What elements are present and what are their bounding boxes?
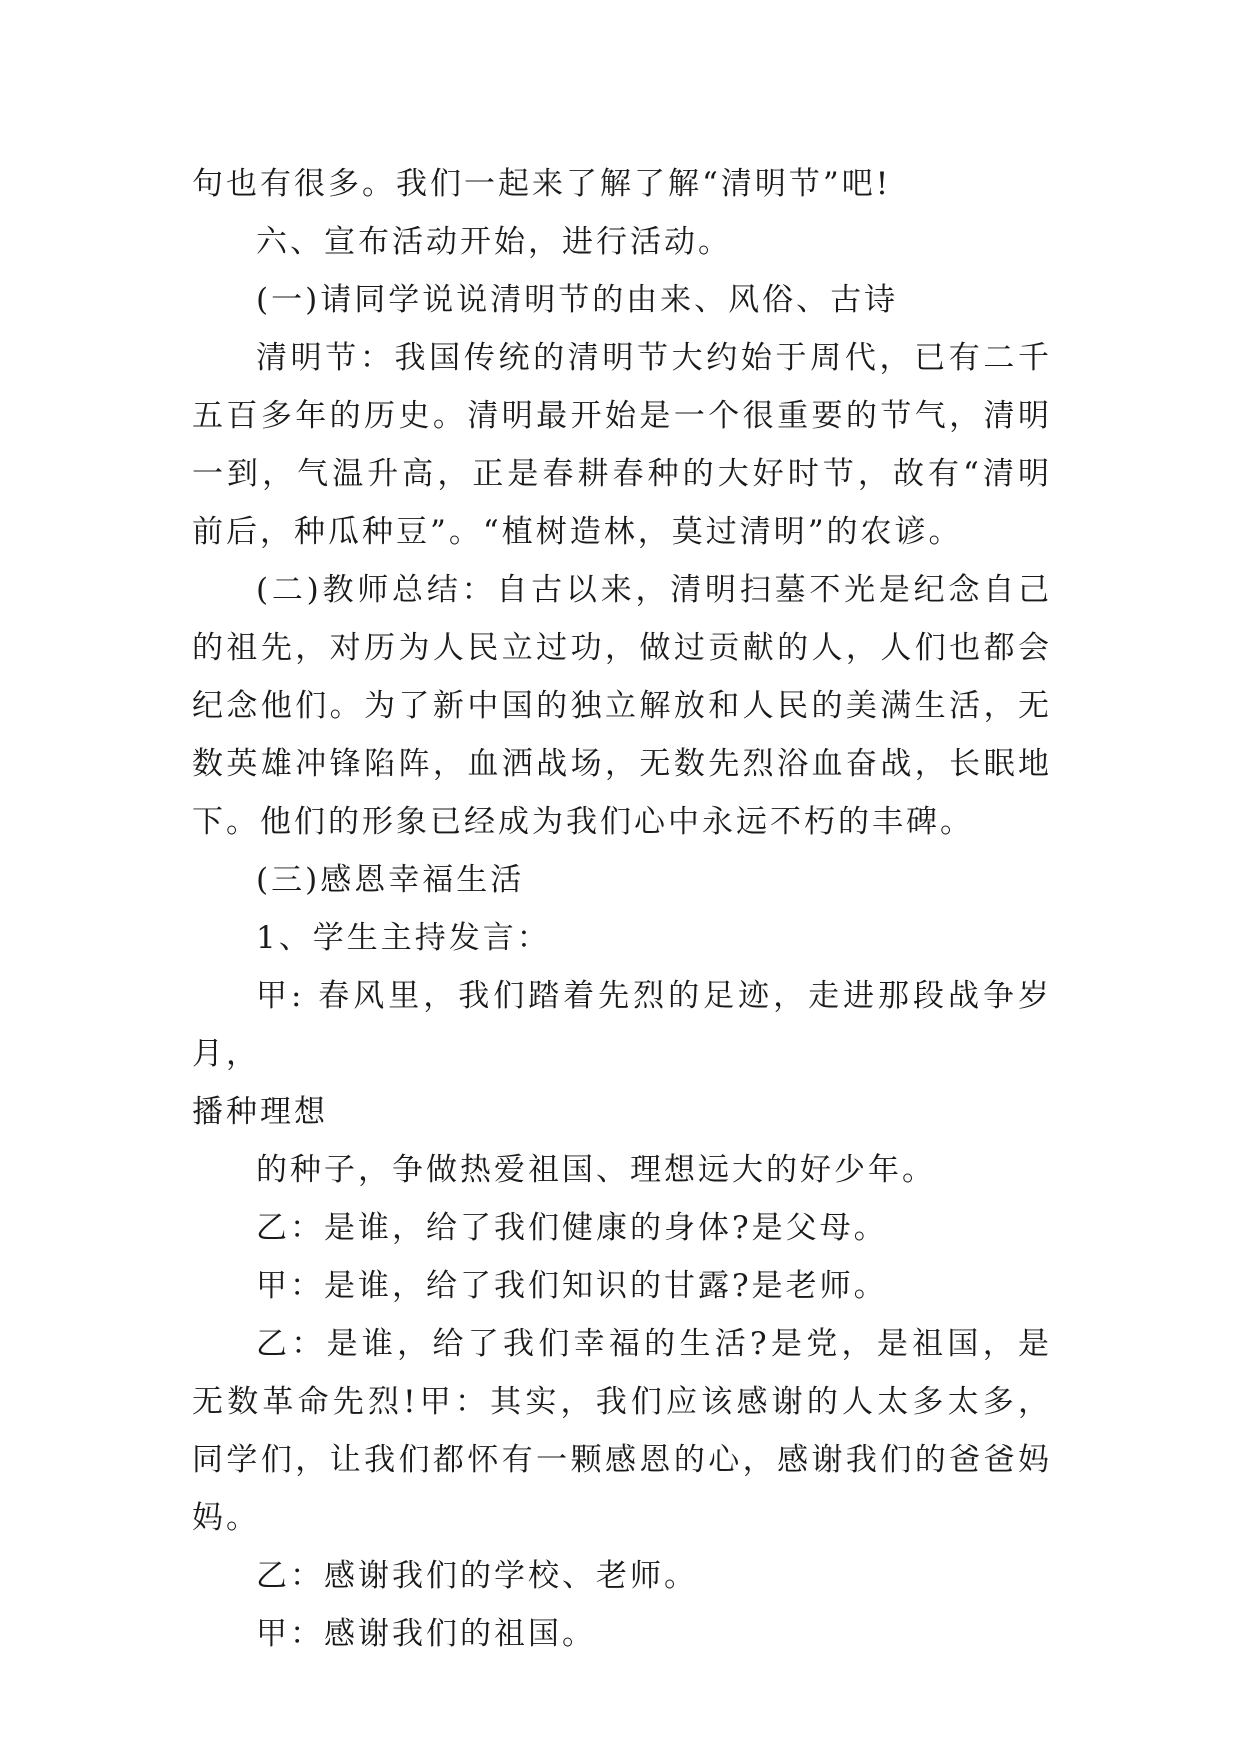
paragraph-13: 乙：是谁，给了我们幸福的生活?是党，是祖国，是无数革命先烈!甲：其实，我们应该感谢的人太多太多，同学们，让我们都怀有一颗感恩的心，感谢我们的爸爸妈妈。 — [192, 1326, 1052, 1536]
paragraph-15: 甲：感谢我们的祖国。 — [256, 1616, 596, 1652]
paragraph-1: 句也有很多。我们一起来了解了解“清明节”吧! — [192, 166, 892, 202]
paragraph-3: (一)请同学说说清明节的由来、风俗、古诗 — [256, 282, 899, 318]
paragraph-5: (二)教师总结：自古以来，清明扫墓不光是纪念自己的祖先，对历为人民立过功，做过贡献的人，人们也都会纪念他们。为了新中国的独立解放和人民的美满生活，无数英雄冲锋陷阵，血洒战场，无数先烈浴血奋战，长眠地下。他们的形象已经成为我们心中永远不朽的丰碑。 — [192, 572, 1052, 840]
document-body — [192, 155, 1052, 1663]
paragraph-9: 播种理想 — [192, 1094, 328, 1130]
paragraph-4: 清明节：我国传统的清明节大约始于周代，已有二千五百多年的历史。清明最开始是一个很重要的节气，清明一到，气温升高，正是春耕春种的大好时节，故有“清明前后，种瓜种豆”。“植树造林，莫过清明”的农谚。 — [192, 340, 1052, 550]
paragraph-8: 甲: 春风里，我们踏着先烈的足迹，走进那段战争岁月， — [192, 978, 1052, 1072]
paragraph-14: 乙：感谢我们的学校、老师。 — [256, 1558, 698, 1594]
paragraph-10: 的种子，争做热爱祖国、理想远大的好少年。 — [256, 1152, 936, 1188]
paragraph-12: 甲：是谁，给了我们知识的甘露?是老师。 — [256, 1268, 888, 1304]
paragraph-2: 六、宣布活动开始，进行活动。 — [256, 224, 732, 260]
paragraph-11: 乙：是谁，给了我们健康的身体?是父母。 — [256, 1210, 888, 1246]
paragraph-7: 1、学生主持发言： — [256, 920, 551, 956]
paragraph-6: (三)感恩幸福生活 — [256, 862, 525, 898]
